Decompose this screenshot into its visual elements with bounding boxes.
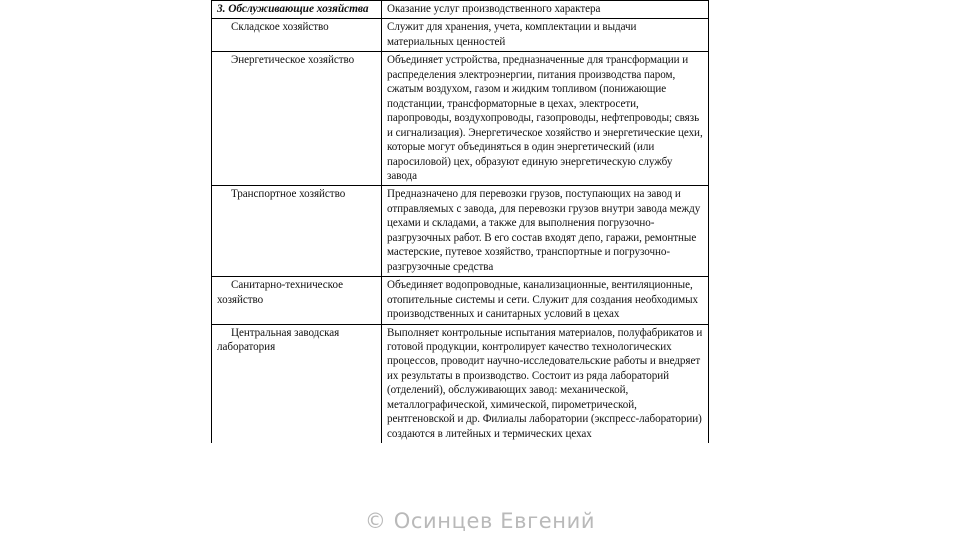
page-right-margin (708, 0, 960, 540)
row-description-cell: Служит для хранения, учета, комплектации и выдачи материальных ценностей (382, 19, 709, 52)
table-row (212, 52, 709, 186)
copyright-watermark: © Осинцев Евгений (364, 509, 596, 533)
row-name-cell: Санитарно-техническое хозяйство (212, 277, 382, 324)
row-description-cell: Предназначено для перевозки грузов, поступающих на завод и отправляемых с завода, для перевозки грузов внутри завода между цехами и складами, а также для выполнения погрузочно-разгрузочных работ. В его состав входят депо, гаражи, ремонтные мастерские, путевое хозяйство, транспортные и погрузочно-разгрузочные средства (382, 186, 709, 277)
row-name-cell: Транспортное хозяйство (212, 186, 382, 277)
table-row (212, 277, 709, 324)
row-description-cell: Выполняет контрольные испытания материалов, полуфабрикатов и готовой продукции, контролирует качество технологических процессов, проводит научно-исследовательские работы и внедряет их результаты в производство. Состоит из ряда лабораторий (отделений), обслуживающих завод: механической, металлографической, химической, пирометрической, рентгеновской и др. Филиалы лаборатории (экспресс-лаборатории) создаются в литейных и термических цехах (387, 326, 703, 440)
services-facilities-table (211, 0, 709, 443)
table-body (212, 1, 709, 444)
row-name-cell: 3. Обслуживающие хозяйства (212, 1, 382, 19)
row-description-cell: Оказание услуг производственного характера (382, 1, 709, 19)
table-row (212, 324, 709, 443)
table-row (212, 186, 709, 277)
row-name-cell: Энергетическое хозяйство (212, 52, 382, 186)
row-description-cell: Объединяет устройства, предназначенные для трансформации и распределения электроэнергии, питания производства паром, сжатым воздухом, газом и жидким топливом (понижающие подстанции, трансформаторные в цехах, электросети, паропроводы, воздухопроводы, газопроводы, нефтепроводы; связь и сигнализация). Энергетическое хозяйство и энергетические цехи, которые могут объединяться в один энергетический (или паросиловой) цех, образуют единую энергетическую службу завода (382, 52, 709, 186)
table-row (212, 1, 709, 19)
row-name-cell: Центральная заводская лаборатория (212, 324, 382, 443)
row-description-cell: Объединяет водопроводные, канализационные, вентиляционные, отопительные системы и сети. Служит для создания необходимых производственных и санитарных условий в цехах (382, 277, 709, 324)
table-row (212, 19, 709, 52)
row-name-cell: Складское хозяйство (212, 19, 382, 52)
